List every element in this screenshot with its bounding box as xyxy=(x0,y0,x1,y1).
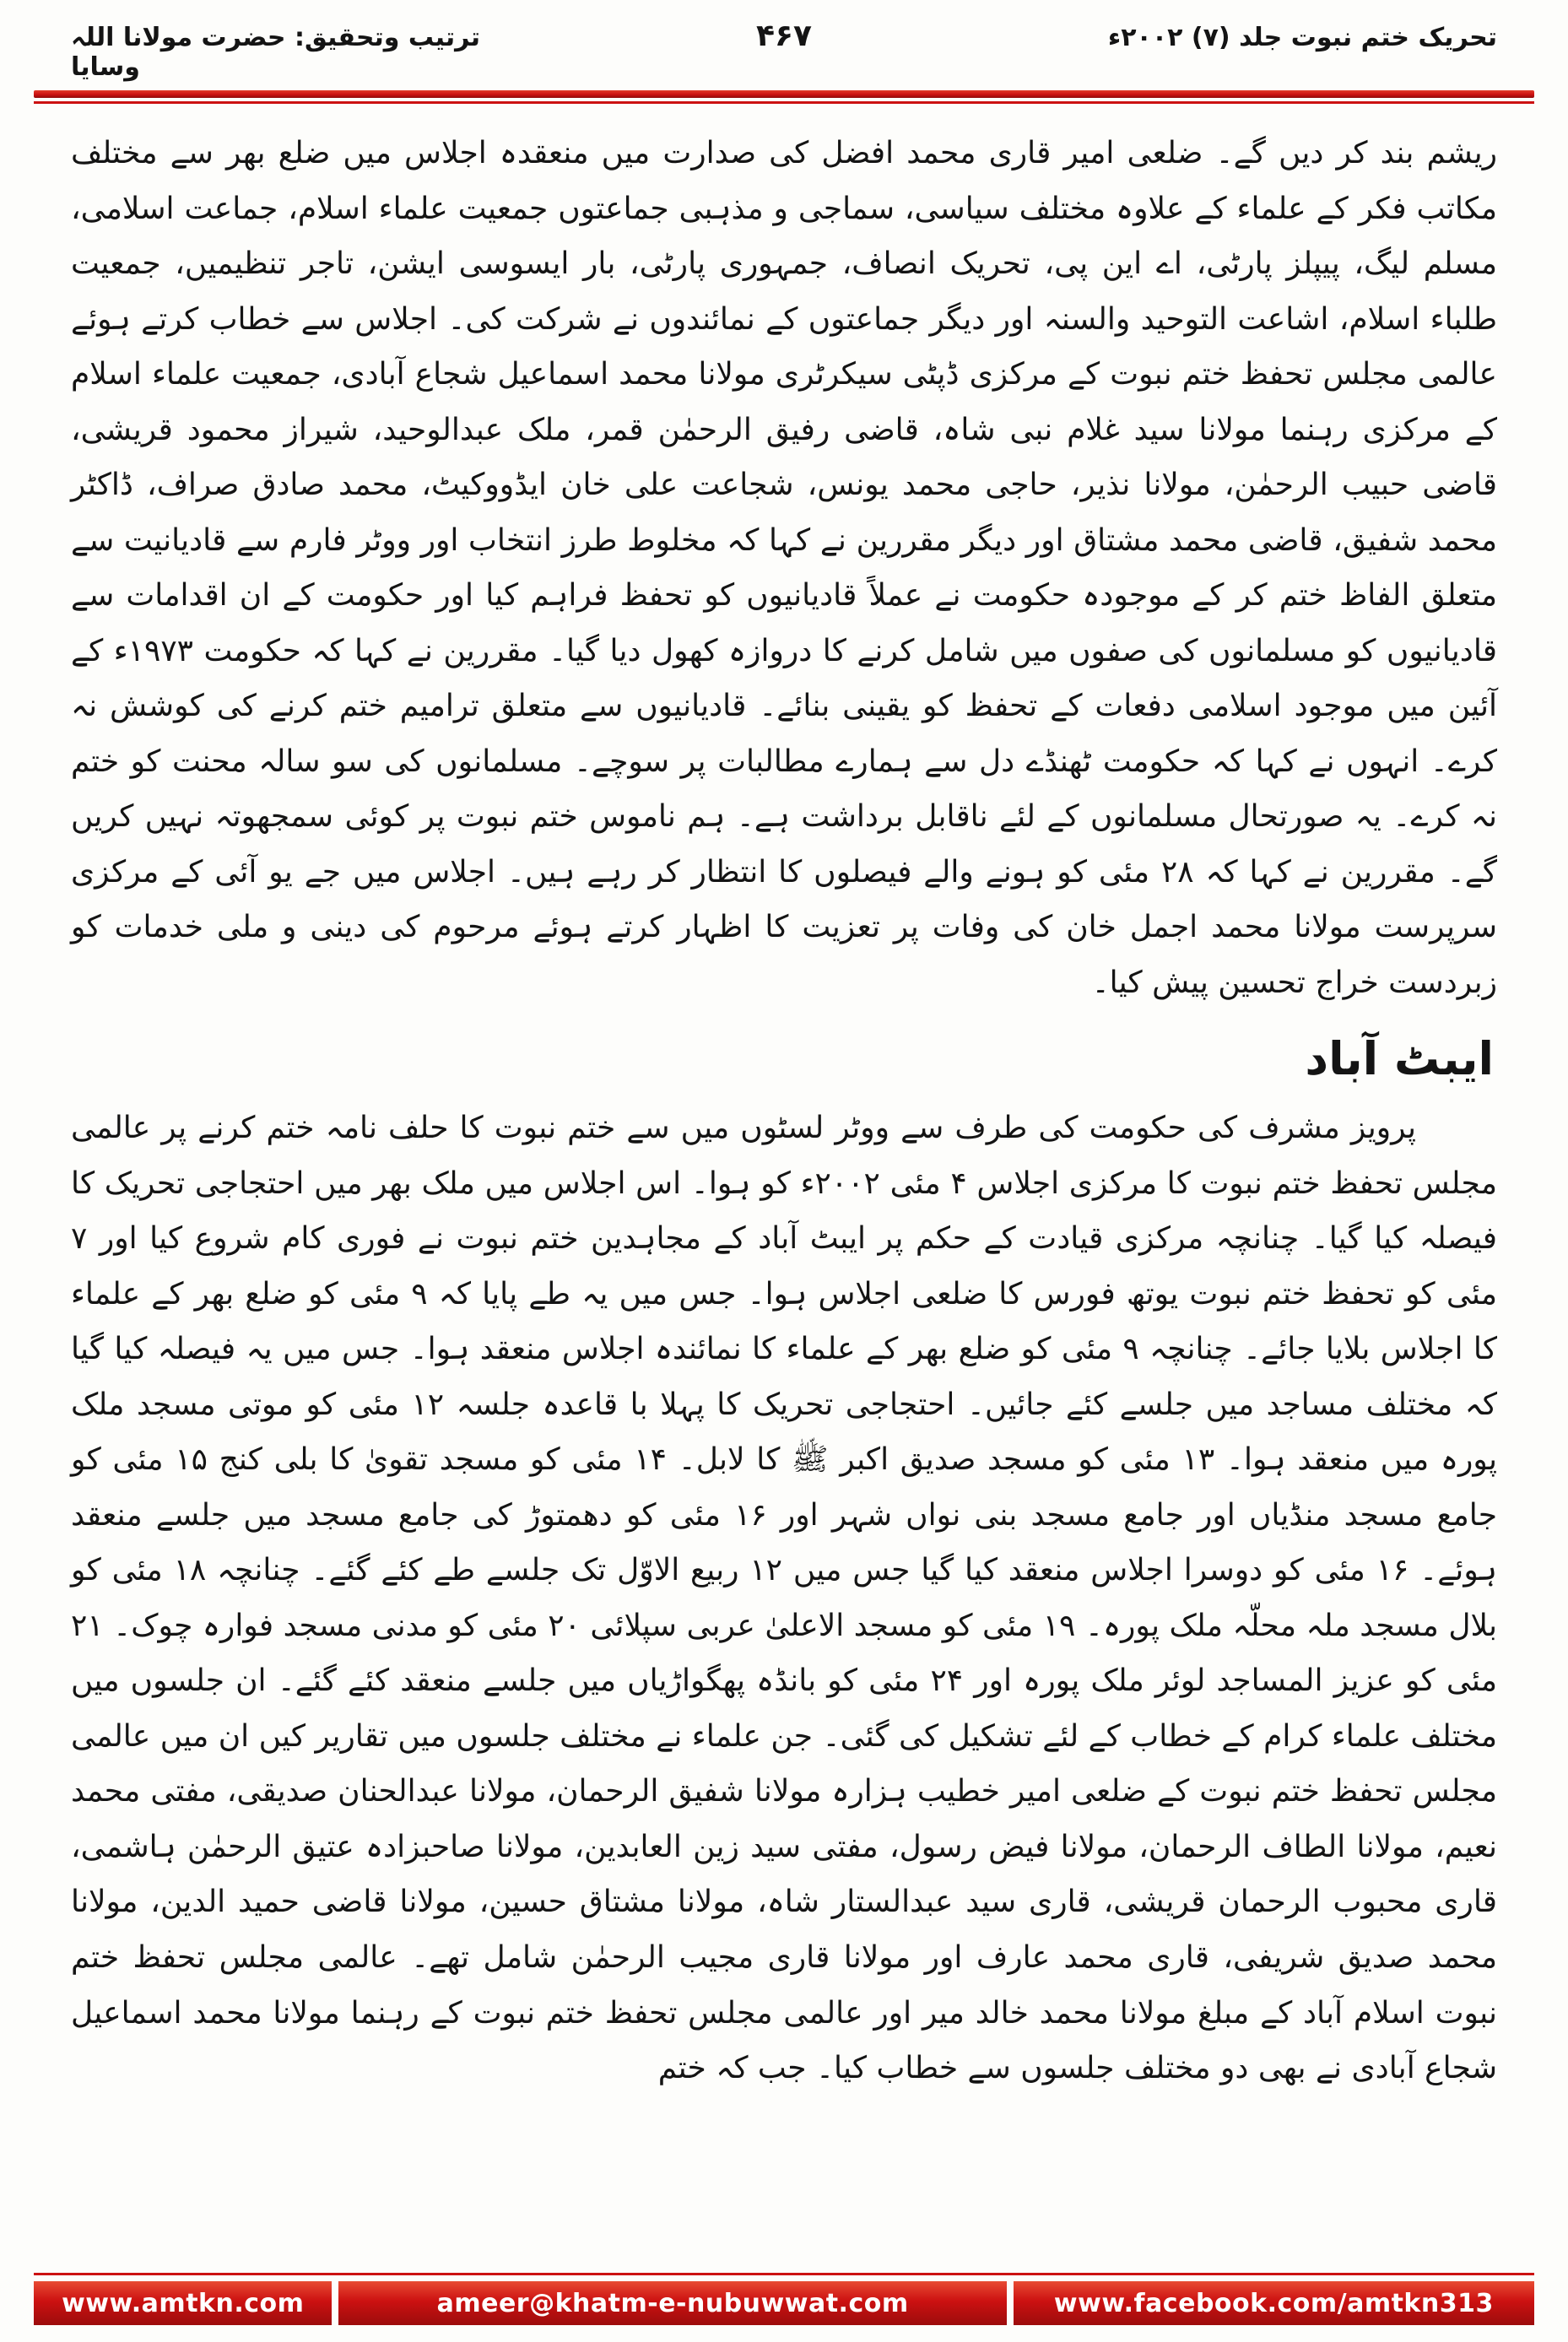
header-editor-credit: ترتیب وتحقیق: حضرت مولانا اللہ وسایا xyxy=(71,23,481,82)
footer-website-url: www.amtkn.com xyxy=(34,2281,332,2325)
body-paragraph-1: ریشم بند کر دیں گے۔ ضلعی امیر قاری محمد افضل کی صدارت میں منعقدہ اجلاس میں ضلع بھر سے مختلف مکاتب فکر کے علماء کے علاوہ مختلف سیاسی، سماجی و مذہبی جماعتوں جمعیت علماء اسلام، جماعت اسلامی، مسلم لیگ، پیپلز پارٹی، اے این پی، تحریک انصاف، جمہوری پارٹی، بار ایسوسی ایشن، تاجر تنظیمیں، جمعیت طلباء اسلام، اشاعت التوحید والسنہ اور دیگر جماعتوں کے نمائندوں نے شرکت کی۔ اجلاس سے خطاب کرتے ہوئے عالمی مجلس تحفظ ختم نبوت کے مرکزی ڈپٹی سیکرٹری مولانا محمد اسماعیل شجاع آبادی، جمعیت علماء اسلام کے مرکزی رہنما مولانا سید غلام نبی شاہ، قاضی رفیق الرحمٰن قمر، ملک عبدالوحید، شیراز محمود قریشی، قاضی حبیب الرحمٰن، مولانا نذیر، حاجی محمد یونس، شجاعت علی خان ایڈووکیٹ، محمد صادق صراف، ڈاکٹر محمد شفیق، قاضی محمد مشتاق اور دیگر مقررین نے کہا کہ مخلوط طرز انتخاب اور ووٹر فارم سے قادیانیت سے متعلق الفاظ ختم کر کے موجودہ حکومت نے عملاً قادیانیوں کو تحفظ فراہم کیا اور حکومت کے ان اقدامات سے قادیانیوں کو مسلمانوں کی صفوں میں شامل کرنے کا دروازہ کھول دیا گیا۔ مقررین نے کہا کہ حکومت ۱۹۷۳ء کے آئین میں موجود اسلامی دفعات کے تحفظ کو یقینی بنائے۔ قادیانیوں سے متعلق ترامیم ختم کرنے کی کوشش نہ کرے۔ انہوں نے کہا کہ حکومت ٹھنڈے دل سے ہمارے مطالبات پر سوچے۔ مسلمانوں کی سو سالہ محنت کو ختم نہ کرے۔ یہ صورتحال مسلمانوں کے لئے ناقابل برداشت ہے۔ ہم ناموس ختم نبوت پر کوئی سمجھوتہ نہیں کریں گے۔ مقررین نے کہا کہ ۲۸ مئی کو ہونے والے فیصلوں کا انتظار کر رہے ہیں۔ اجلاس میں جے یو آئی کے مرکزی سرپرست مولانا محمد اجمل خان کی وفات پر تعزیت کا اظہار کرتے ہوئے مرحوم کی دینی و ملی خدمات کو زبردست خراج تحسین پیش کیا۔ xyxy=(71,136,1498,1000)
footer-bars xyxy=(34,2281,1534,2325)
page-number: ۴۶۷ xyxy=(756,19,812,53)
header-rule xyxy=(0,87,1568,104)
body-paragraph-2: پرویز مشرف کی حکومت کی طرف سے ووٹر لسٹوں میں سے ختم نبوت کا حلف نامہ ختم کرنے پر عالمی مجلس تحفظ ختم نبوت کا مرکزی اجلاس ۴ مئی ۲۰۰۲ء کو ہوا۔ اس اجلاس میں ملک بھر میں احتجاجی تحریک کا فیصلہ کیا گیا۔ چنانچہ مرکزی قیادت کے حکم پر ایبٹ آباد کے مجاہدین ختم نبوت نے فوری کام شروع کیا اور ۷ مئی کو تحفظ ختم نبوت یوتھ فورس کا ضلعی اجلاس ہوا۔ جس میں یہ طے پایا کہ ۹ مئی کو ضلع بھر کے علماء کا اجلاس بلایا جائے۔ چنانچہ ۹ مئی کو ضلع بھر کے علماء کا نمائندہ اجلاس منعقد ہوا۔ جس میں یہ فیصلہ کیا گیا کہ مختلف مساجد میں جلسے کئے جائیں۔ احتجاجی تحریک کا پہلا با قاعدہ جلسہ ۱۲ مئی کو موتی مسجد ملک پورہ میں منعقد ہوا۔ ۱۳ مئی کو مسجد صدیق اکبر ﷺ کا لابل۔ ۱۴ مئی کو مسجد تقویٰ کا بلی کنج ۱۵ مئی کو جامع مسجد منڈیاں اور جامع مسجد بنی نواں شہر اور ۱۶ مئی کو دھمتوڑ کی جامع مسجد میں جلسے منعقد ہوئے۔ ۱۶ مئی کو دوسرا اجلاس منعقد کیا گیا جس میں ۱۲ ربیع الاوّل تک جلسے طے کئے گئے۔ چنانچہ ۱۸ مئی کو بلال مسجد ملہ محلّہ ملک پورہ۔ ۱۹ مئی کو مسجد الاعلیٰ عربی سپلائی ۲۰ مئی کو مدنی مسجد فوارہ چوک۔ ۲۱ مئی کو عزیز المساجد لوئر ملک پورہ اور ۲۴ مئی کو بانڈہ پھگواڑیاں میں جلسے منعقد کئے گئے۔ ان جلسوں میں مختلف علماء کرام کے خطاب کے لئے تشکیل کی گئی۔ جن علماء نے مختلف جلسوں میں تقاریر کیں ان میں عالمی مجلس تحفظ ختم نبوت کے ضلعی امیر خطیب ہزارہ مولانا شفیق الرحمان، مولانا عبدالحنان صدیقی، مفتی محمد نعیم، مولانا الطاف الرحمان، مولانا فیض رسول، مفتی سید زین العابدین، مولانا صاحبزادہ عتیق الرحمٰن ہاشمی، قاری محبوب الرحمان قریشی، قاری سید عبدالستار شاہ، مولانا مشتاق حسین، مولانا قاضی حمید الدین، مولانا محمد صدیق شریفی، قاری محمد عارف اور مولانا قاری مجیب الرحمٰن شامل تھے۔ عالمی مجلس تحفظ ختم نبوت اسلام آباد کے مبلغ مولانا محمد خالد میر اور عالمی مجلس تحفظ ختم نبوت کے رہنما مولانا محمد اسماعیل شجاع آبادی نے بھی دو مختلف جلسوں سے خطاب کیا۔ جب کہ ختم xyxy=(71,1111,1498,2086)
footer-email-address: ameer@khatm-e-nubuwwat.com xyxy=(338,2281,1006,2325)
footer-rule xyxy=(34,2273,1534,2275)
header-rule-thick-line xyxy=(34,90,1534,98)
page-header xyxy=(0,0,1568,87)
page-body xyxy=(0,104,1568,2273)
section-heading-abbottabad: ایبٹ آباد xyxy=(1305,1032,1494,1086)
page-footer xyxy=(0,2273,1568,2342)
header-volume-title: تحریک ختم نبوت جلد (۷) ۲۰۰۲ء xyxy=(1107,23,1497,52)
footer-facebook-url: www.facebook.com/amtkn313 xyxy=(1014,2281,1534,2325)
